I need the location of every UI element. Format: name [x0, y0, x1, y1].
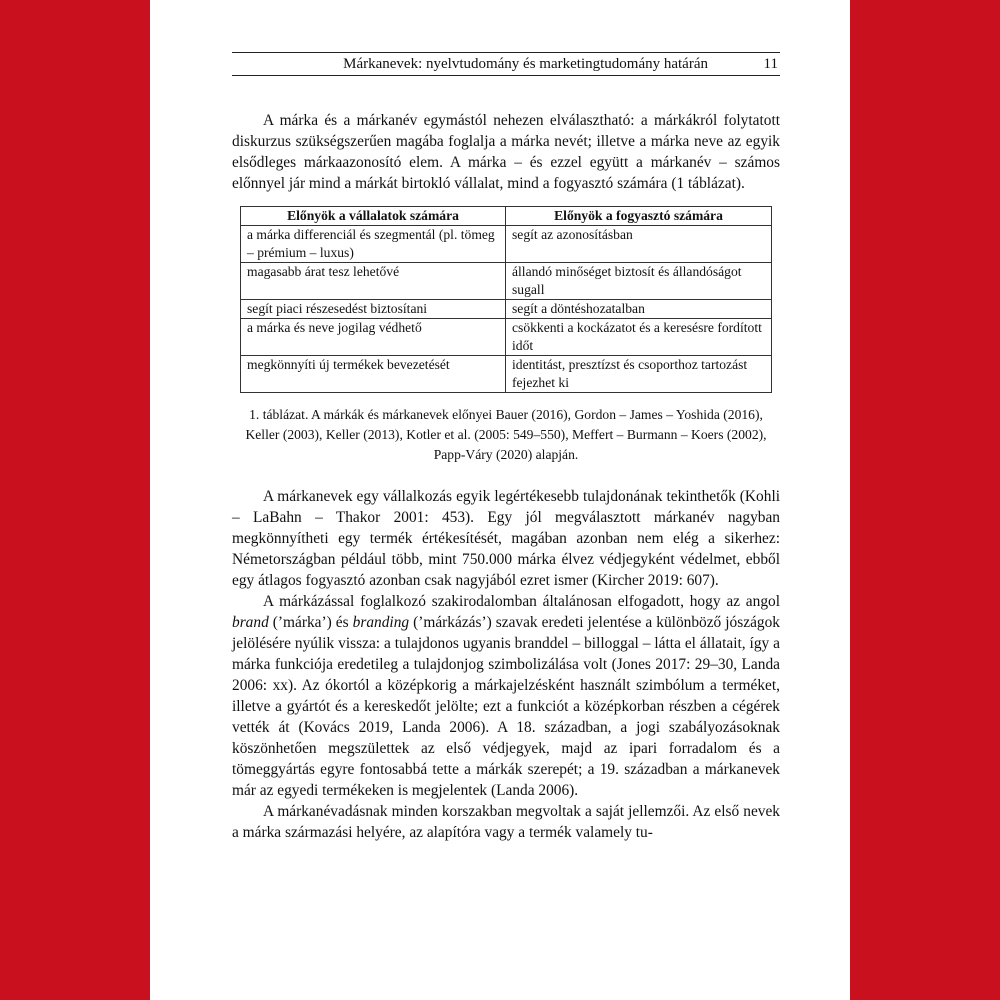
running-title: Márkanevek: nyelvtudomány és marketingtudomány határán [343, 56, 708, 72]
benefits-table [240, 206, 772, 393]
paragraph-naming-eras: A márkanévadásnak minden korszakban megvoltak a saját jellemzői. Az első nevek a márka származási helyére, az alapítóra vagy a termék valamely tu- [232, 803, 780, 841]
table-cell: megkönnyíti új termékek bevezetését [241, 356, 506, 393]
table-row [241, 226, 772, 263]
paragraph-brand-history [232, 591, 780, 801]
main-text [232, 110, 780, 843]
paragraph-brand-value: A márkanevek egy vállalkozás egyik legértékesebb tulajdonának tekinthetők (Kohli – LaBahn – Thakor 2001: 453). Egy jól megválasztott márkanév nagyban megkönnyítheti egy termék értékesítését, magában azonban nem elég a sikerhez: Németországban például több, mint 750.000 márka élvez védjegyként védelmet, ebből egy átlagos fogyasztó azonban csak nagyjából ezret ismer (Kircher 2019: 607). [232, 488, 780, 589]
column-header-companies: Előnyök a vállalatok számára [241, 207, 506, 226]
table-cell: a márka és neve jogilag védhető [241, 319, 506, 356]
column-header-consumers: Előnyök a fogyasztó számára [506, 207, 772, 226]
table-cell: csökkenti a kockázatot és a keresésre fordított időt [506, 319, 772, 356]
text-span: (’márka’) és [268, 614, 353, 631]
table-cell: segít piaci részesedést biztosítani [241, 300, 506, 319]
table-row [241, 319, 772, 356]
table-row [241, 300, 772, 319]
table-caption: 1. táblázat. A márkák és márkanevek előnyei Bauer (2016), Gordon – James – Yoshida (2016), Keller (2003), Keller (2013), Kotler et al. (2005: 549–550), Meffert – Burmann – Koers (2002), Papp-Váry (2020) alapján. [245, 407, 767, 462]
table-row [241, 263, 772, 300]
paragraph-intro: A márka és a márkanév egymástól nehezen elválasztható: a márkákról folytatott diskurzus szükségszerűen magába foglalja a márka nevét; illetve a márka neve az egyik elsődleges márkaazonosító elem. A márka – és ezzel együtt a márkanév – számos előnnyel jár mind a márkát birtokló vállalat, mind a fogyasztó számára (1 táblázat). [232, 112, 780, 192]
page-number: 11 [763, 56, 778, 72]
table-cell: segít az azonosításban [506, 226, 772, 263]
term-branding: branding [352, 614, 410, 631]
table-cell: a márka differenciál és szegmentál (pl. tömeg – prémium – luxus) [241, 226, 506, 263]
table-header-row [241, 207, 772, 226]
text-span: (’márkázás’) szavak eredeti jelentése a különböző jószágok jelölésére nyúlik vissza: a tulajdonos ugyanis branddel – billoggal – látta el állatait, így a márka funkciója eredetileg a tulajdonjog szimbolizálása volt (Jones 2017: 29–30, Landa 2006: xx). Az ókortól a középkorig a márkajelzésként használt szimbólum a terméket, illetve a gyártót és a kereskedőt jelölte; ezt a funkciót a középkorban részben a cégérek vették át (Kovács 2019, Landa 2006). A 18. században, a jogi szabályozásoknak köszönhetően megszülettek az első védjegyek, majd az ipari forradalom és a tömeggyártás egyre fontosabbá tette a márkák szerepét; a 19. században a márkanevek már az egyedi termékeken is megjelentek (Landa 2006). [232, 614, 780, 799]
table-cell: segít a döntéshozatalban [506, 300, 772, 319]
table-cell: állandó minőséget biztosít és állandóságot sugall [506, 263, 772, 300]
text-span: A márkázással foglalkozó szakirodalomban általánosan elfogadott, hogy az angol [263, 593, 780, 610]
table-row [241, 356, 772, 393]
table-cell: magasabb árat tesz lehetővé [241, 263, 506, 300]
book-page [150, 0, 850, 1000]
running-header [232, 52, 780, 76]
table-cell: identitást, presztízst és csoporthoz tartozást fejezhet ki [506, 356, 772, 393]
term-brand: brand [232, 614, 269, 631]
